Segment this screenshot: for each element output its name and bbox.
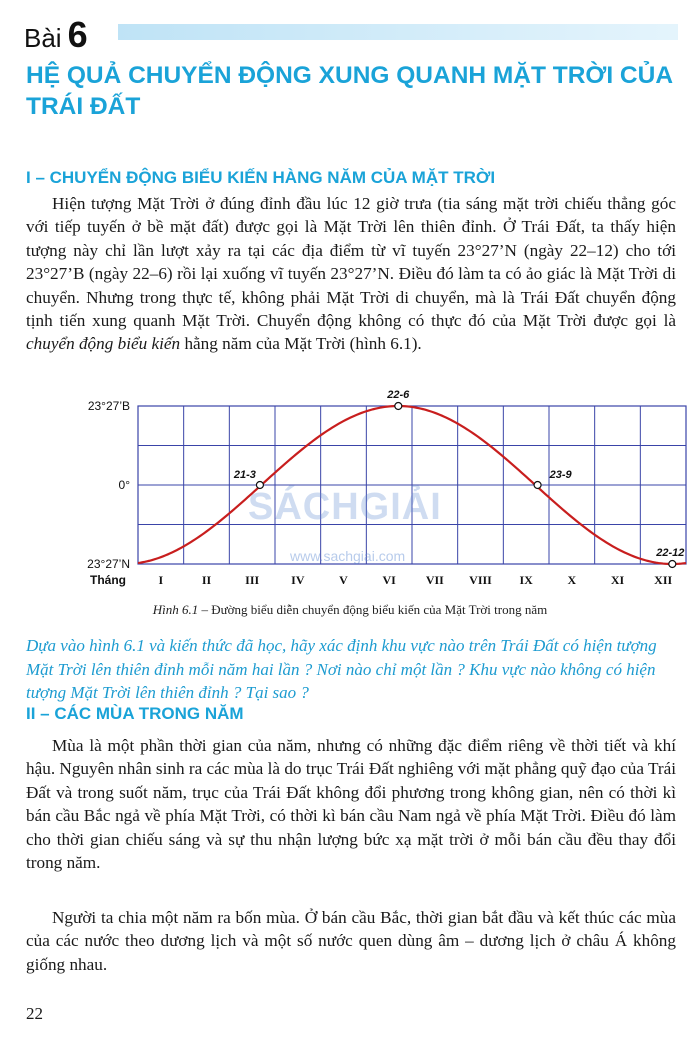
x-tick-label: VII bbox=[425, 573, 444, 587]
lesson-title: HỆ QUẢ CHUYỂN ĐỘNG XUNG QUANH MẶT TRỜI CỦA TRÁI ĐẤT bbox=[26, 62, 673, 120]
watermark-url: www.sachgiai.com bbox=[290, 548, 406, 564]
y-tick-label: 23°27’B bbox=[87, 399, 130, 413]
lesson-header-bar bbox=[118, 24, 678, 40]
section-2-heading: II – CÁC MÙA TRONG NĂM bbox=[26, 704, 244, 723]
data-point-label: 21-3 bbox=[233, 469, 256, 481]
watermark-brand: SÁCHGIẢI bbox=[248, 486, 442, 528]
figure-number: Hình 6.1 bbox=[152, 602, 199, 617]
section-2-paragraph-1: Mùa là một phần thời gian của năm, nhưng có những đặc điểm riêng về thời tiết và khí hậu. Nguyên nhân sinh ra các mùa là do trục Trái Đất nghiêng với mặt phẳng quỹ đạo của Trái Đất và trong suốt năm, trục của Trái Đất không đổi phương trong không gian, nên có thời kì bán cầu Bắc ngả về phía Mặt Trời, có thời kì bán cầu Nam ngả về phía Mặt Trời. Điều đó làm cho thời gian chiếu sáng và sự thu nhận lượng bức xạ mặt trời ở mỗi bán cầu đều thay đổi trong năm. bbox=[26, 736, 676, 873]
section-1-heading: I – CHUYỂN ĐỘNG BIỂU KIẾN HÀNG NĂM CỦA MẶT TRỜI bbox=[26, 168, 496, 187]
figure-caption-text: – Đường biểu diễn chuyển động biểu kiến của Mặt Trời trong năm bbox=[198, 602, 548, 617]
lesson-header bbox=[24, 14, 88, 56]
section-2-paragraph-2: Người ta chia một năm ra bốn mùa. Ở bán cầu Bắc, thời gian bắt đầu và kết thúc các mùa của các nước theo dương lịch và một số nước quen dùng âm – dương lịch ở châu Á không giống nhau. bbox=[26, 908, 676, 974]
x-tick-label: III bbox=[245, 573, 260, 587]
paragraph-main-text: Hiện tượng Mặt Trời ở đúng đỉnh đầu lúc 12 giờ trưa (tia sáng mặt trời chiếu thẳng góc với tiếp tuyến ở bề mặt đất) được gọi là Mặt Trời lên thiên đỉnh. Ở Trái Đất, ta thấy hiện tượng này chỉ lần lượt xảy ra tại các địa điểm từ vĩ tuyến 23°27’N (ngày 22–12) cho tới 23°27’B (ngày 22–6) rồi lại xuống vĩ tuyến 23°27’N. Điều đó làm ta có ảo giác là Mặt Trời di chuyển. Nhưng trong thực tế, không phải Mặt Trời di chuyển, mà là Trái Đất chuyển động tịnh tiến xung quanh Mặt Trời. Chuyển động không có thực đó của Mặt Trời được gọi là bbox=[26, 194, 676, 331]
y-tick-label: 23°27’N bbox=[87, 557, 130, 571]
data-point bbox=[534, 482, 541, 489]
y-tick-label: 0° bbox=[118, 478, 130, 492]
x-tick-label: VI bbox=[382, 573, 396, 587]
x-tick-label: IV bbox=[291, 573, 305, 587]
section-1-paragraph bbox=[26, 192, 676, 356]
figure-caption bbox=[0, 602, 700, 618]
data-point bbox=[669, 561, 676, 568]
x-tick-label: VIII bbox=[469, 573, 492, 587]
x-tick-label: XI bbox=[610, 573, 625, 587]
x-tick-label: XII bbox=[654, 573, 673, 587]
paragraph-end-text: hằng năm của Mặt Trời (hình 6.1). bbox=[180, 334, 422, 354]
data-point-label: 23-9 bbox=[549, 469, 572, 481]
page-number: 22 bbox=[26, 1004, 43, 1023]
data-point-label: 22-6 bbox=[387, 389, 410, 401]
data-point-label: 22-12 bbox=[656, 547, 685, 559]
x-tick-label: II bbox=[201, 573, 212, 587]
x-axis-title: Tháng bbox=[90, 573, 126, 587]
data-point bbox=[395, 403, 402, 410]
question-text: Dựa vào hình 6.1 và kiến thức đã học, hãy xác định khu vực nào trên Trái Đất có hiện tượng Mặt Trời lên thiên đỉnh mỗi năm hai lần ? Nơi nào chỉ một lần ? Khu vực nào không có hiện tượng Mặt Trời lên thiên đỉnh ? Tại sao ? bbox=[26, 636, 657, 702]
x-tick-label: IX bbox=[519, 573, 533, 587]
x-tick-label: X bbox=[567, 573, 577, 587]
lesson-word: Bài bbox=[24, 23, 62, 53]
paragraph-emphasis: chuyển động biểu kiến bbox=[26, 334, 181, 354]
x-tick-label: I bbox=[158, 573, 164, 587]
lesson-number: 6 bbox=[67, 14, 88, 55]
x-tick-label: V bbox=[339, 573, 348, 587]
